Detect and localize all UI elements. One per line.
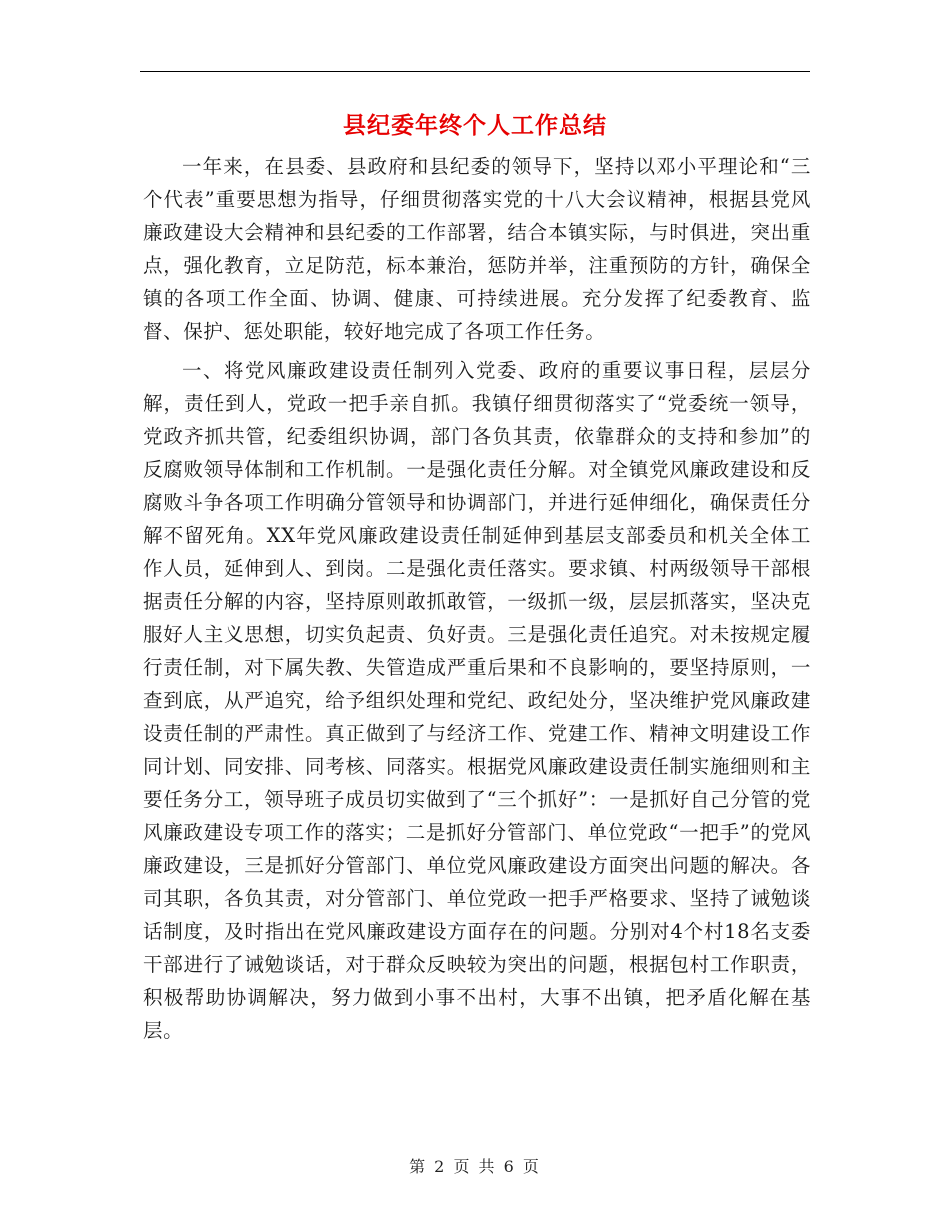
document-title: 县纪委年终个人工作总结 (343, 112, 607, 139)
document-body (143, 150, 811, 1053)
paragraph-intro: 一年来，在县委、县政府和县纪委的领导下，坚持以邓小平理论和“三个代表”重要思想为指导，仔细贯彻落实党的十八大会议精神，根据县党风廉政建设大会精神和县纪委的工作部署，结合本镇实际，与时俱进，突出重点，强化教育，立足防范，标本兼治，惩防并举，注重预防的方针，确保全镇的各项工作全面、协调、健康、可持续进展。充分发挥了纪委教育、监督、保护、惩处职能，较好地完成了各项工作任务。 (143, 155, 811, 343)
header-rule (140, 71, 810, 72)
page-number-footer: 第 2 页 共 6 页 (409, 1157, 541, 1176)
paragraph-section-one: 一、将党风廉政建设责任制列入党委、政府的重要议事日程，层层分解，责任到人，党政一把手亲自抓。我镇仔细贯彻落实了“党委统一领导，党政齐抓共管，纪委组织协调，部门各负其责，依靠群众的支持和参加”的反腐败领导体制和工作机制。一是强化责任分解。对全镇党风廉政建设和反腐败斗争各项工作明确分管领导和协调部门，并进行延伸细化，确保责任分解不留死角。XX年党风廉政建设责任制延伸到基层支部委员和机关全体工作人员，延伸到人、到岗。二是强化责任落实。要求镇、村两级领导干部根据责任分解的内容，坚持原则敢抓敢管，一级抓一级，层层抓落实，坚决克服好人主义思想，切实负起责、负好责。三是强化责任追究。对未按规定履行责任制，对下属失教、失管造成严重后果和不良影响的，要坚持原则，一查到底，从严追究，给予组织处理和党纪、政纪处分，坚决维护党风廉政建设责任制的严肃性。真正做到了与经济工作、党建工作、精神文明建设工作同计划、同安排、同考核、同落实。根据党风廉政建设责任制实施细则和主要任务分工，领导班子成员切实做到了“三个抓好”：一是抓好自己分管的党风廉政建设专项工作的落实；二是抓好分管部门、单位党政“一把手”的党风廉政建设，三是抓好分管部门、单位党风廉政建设方面突出问题的解决。各司其职，各负其责，对分管部门、单位党政一把手严格要求、坚持了诫勉谈话制度，及时指出在党风廉政建设方面存在的问题。分别对4个村18名支委干部进行了诫勉谈话，对于群众反映较为突出的问题，根据包村工作职责，积极帮助协调解决，努力做到小事不出村，大事不出镇，把矛盾化解在基层。 (143, 359, 811, 1042)
